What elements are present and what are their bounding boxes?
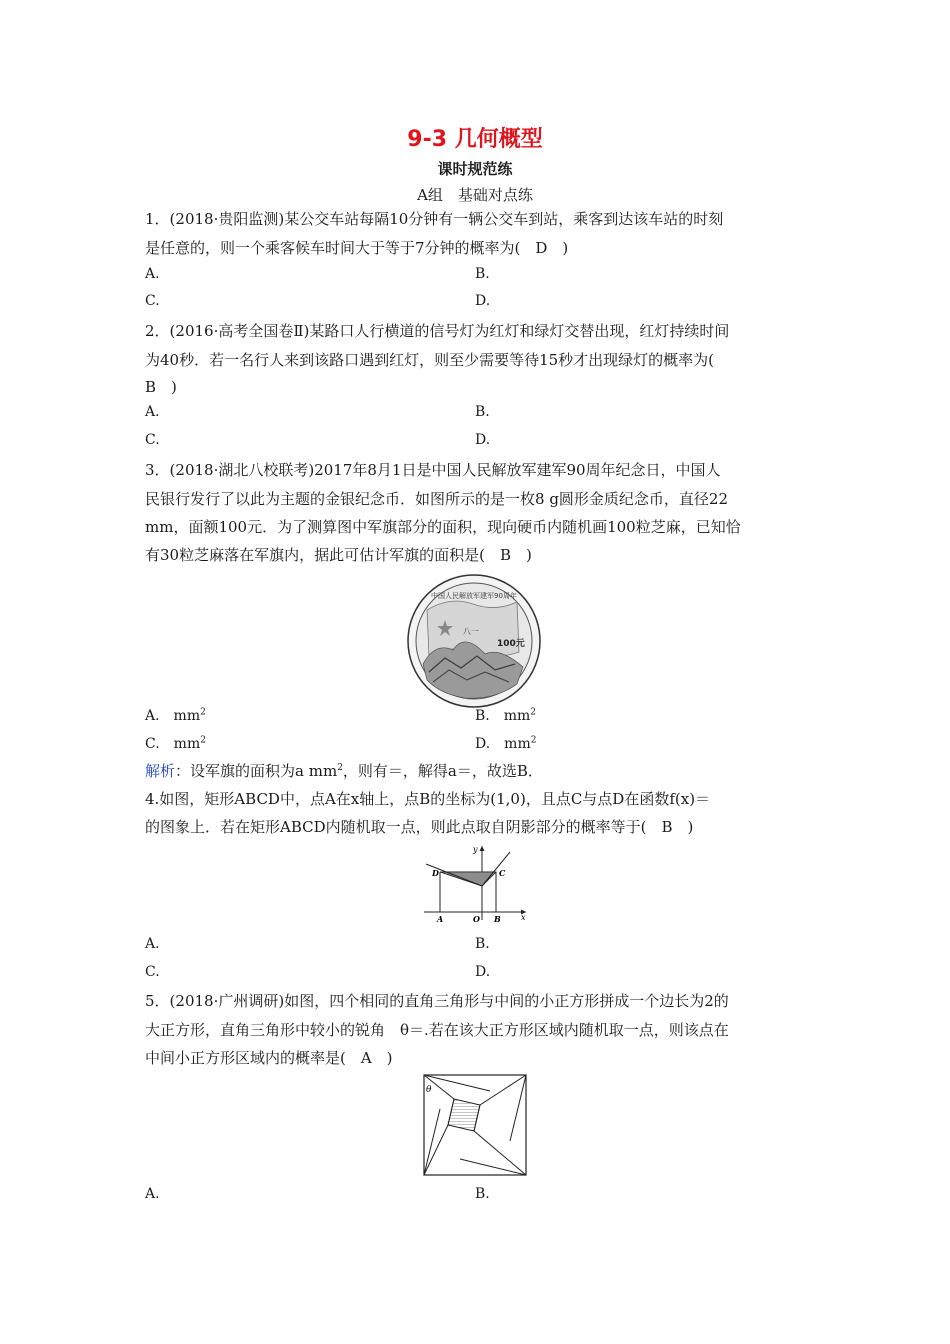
- point-d-label: D: [432, 868, 439, 878]
- q3-line1: 3．(2018·湖北八校联考)2017年8月1日是中国人民解放军建军90周年纪念日，中国人: [145, 461, 721, 479]
- q1-line1: 1．(2018·贵阳监测)某公交车站每隔10分钟有一辆公交车到站，乘客到达该车站的时刻: [145, 210, 724, 228]
- q4-line1: 4.如图，矩形ABCD中，点A在x轴上，点B的坐标为(1,0)，且点C与点D在函数f(x)＝: [145, 790, 711, 808]
- point-c-label: C: [499, 868, 506, 878]
- y-axis-label: y: [473, 845, 478, 854]
- q2-line3: B ): [145, 378, 177, 396]
- q4-option-d: D.: [475, 964, 491, 980]
- coin-flag-text: 八一: [463, 627, 479, 636]
- coin-rim-text: 中国人民解放军建军90周年: [431, 592, 517, 600]
- q4-option-c: C.: [145, 964, 160, 980]
- q5-option-b: B.: [475, 1186, 490, 1202]
- q3-option-a: A. $mm^2$: [145, 707, 206, 724]
- page-title: 9-3 几何概型: [407, 127, 543, 152]
- q2-line1: 2．(2016·高考全国卷Ⅱ)某路口人行横道的信号灯为红灯和绿灯交替出现，红灯持续时间: [145, 322, 730, 340]
- q1-option-d: D.: [475, 293, 491, 309]
- group-heading: A组 基础对点练: [417, 186, 533, 204]
- q3-line4: 有30粒芝麻落在军旗内，据此可估计军旗的面积是( B ): [145, 546, 532, 564]
- q2-option-a: A.: [145, 404, 160, 420]
- q1-option-c: C.: [145, 293, 160, 309]
- q2-option-b: B.: [475, 404, 490, 420]
- rectangle-function-graph: [420, 842, 532, 924]
- point-a-label: A: [437, 914, 444, 924]
- q1-line2: 是任意的，则一个乘客候车时间大于等于7分钟的概率为( D ): [145, 239, 569, 257]
- q5-option-a: A.: [145, 1186, 160, 1202]
- q4-option-a: A.: [145, 936, 160, 952]
- q3-option-c: C. $mm^2$: [145, 735, 206, 752]
- q2-option-d: D.: [475, 432, 491, 448]
- q1-option-b: B.: [475, 266, 490, 282]
- solution-label: 解析: [145, 762, 176, 780]
- page-subtitle: 课时规范练: [437, 160, 513, 178]
- q2-option-c: C.: [145, 432, 160, 448]
- q5-line3: 中间小正方形区域内的概率是( A ): [145, 1049, 393, 1067]
- commemorative-coin-figure: [405, 572, 543, 710]
- q1-option-a: A.: [145, 266, 160, 282]
- q3-line3: mm，面额100元．为了测算图中军旗部分的面积，现向硬币内随机画100粒芝麻，已知恰: [145, 518, 741, 536]
- q3-option-d: D. $mm^2$: [475, 735, 537, 752]
- pinwheel-square-figure: [422, 1073, 528, 1177]
- q3-line2: 民银行发行了以此为主题的金银纪念币．如图所示的是一枚8 g圆形金质纪念币，直径22: [145, 490, 729, 508]
- x-axis-label: x: [521, 913, 526, 922]
- origin-label: O: [473, 914, 480, 924]
- q3-solution: 解析：设军旗的面积为a $mm^2$，则有＝，解得a＝，故选B．: [145, 762, 543, 780]
- coin-value-text: 100元: [497, 639, 525, 649]
- q4-line2: 的图象上．若在矩形ABCD内随机取一点，则此点取自阴影部分的概率等于( B ): [145, 818, 694, 836]
- q4-option-b: B.: [475, 936, 490, 952]
- point-b-label: B: [494, 914, 501, 924]
- q2-line2: 为40秒．若一名行人来到该路口遇到红灯，则至少需要等待15秒才出现绿灯的概率为(: [145, 351, 715, 369]
- theta-label: θ: [426, 1085, 432, 1095]
- q3-option-b: B. $mm^2$: [475, 707, 537, 724]
- q5-line1: 5．(2018·广州调研)如图，四个相同的直角三角形与中间的小正方形拼成一个边长为2的: [145, 992, 729, 1010]
- q5-line2: 大正方形，直角三角形中较小的锐角 θ＝.若在该大正方形区域内随机取一点，则该点在: [145, 1021, 729, 1039]
